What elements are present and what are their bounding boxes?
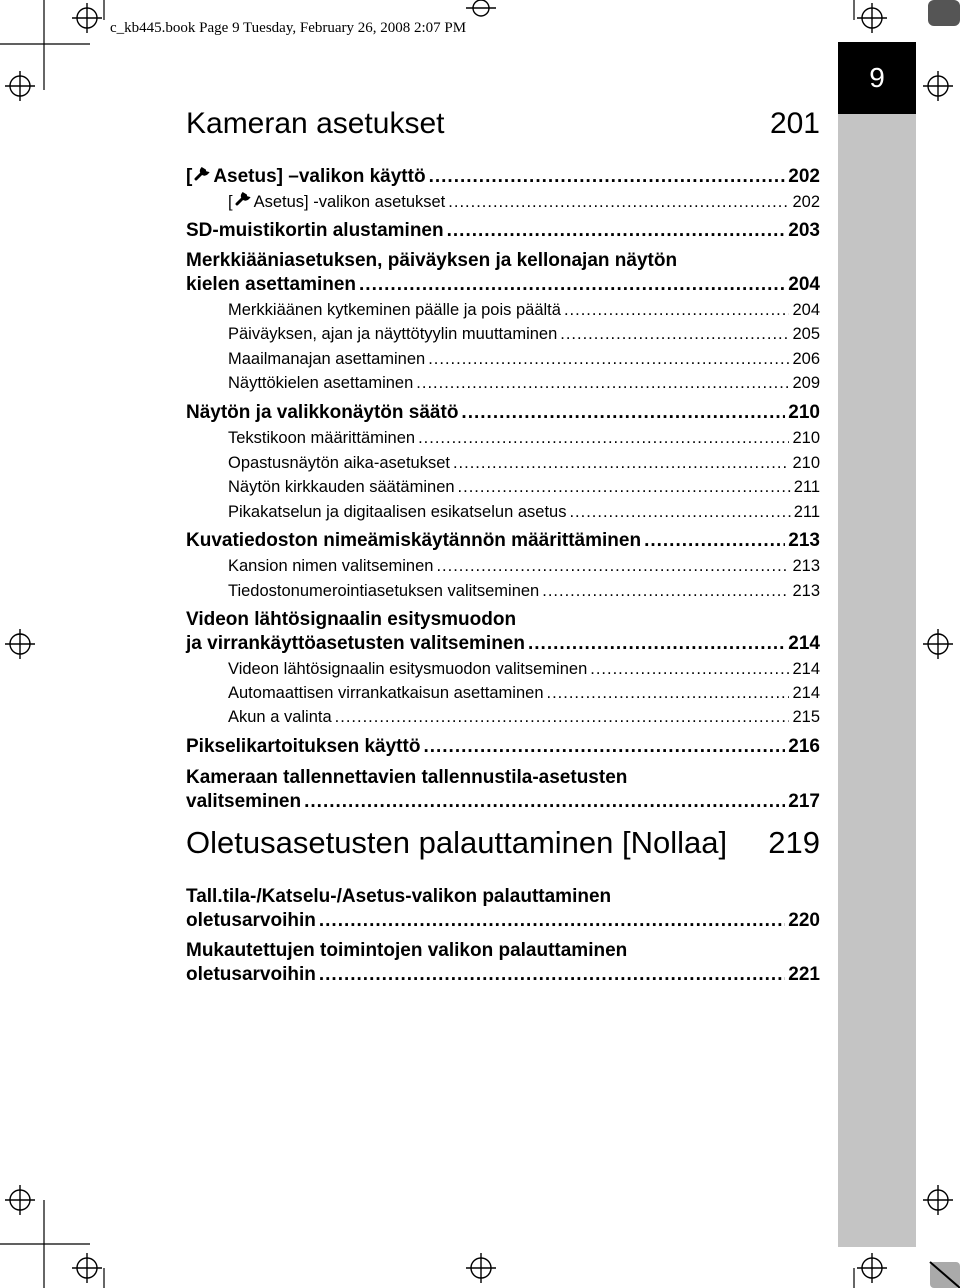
entry-title: Näytön ja valikkonäytön säätö [186, 402, 459, 423]
section-title: Kameran asetukset [186, 107, 445, 140]
entry-page: 206 [792, 350, 820, 368]
toc-entry[interactable] [186, 909, 820, 933]
entry-page: 204 [792, 301, 820, 319]
entry-page: 213 [792, 582, 820, 600]
entry-page: 214 [788, 633, 820, 654]
entry-page: 213 [792, 557, 820, 575]
registration-mark-left-lower [5, 1185, 35, 1215]
entry-title: Videon lähtösignaalin esitysmuodon valitseminen [228, 660, 588, 678]
section-title: Oletusasetusten palauttaminen [Nollaa] [186, 825, 728, 860]
toc-subentry[interactable] [228, 372, 820, 394]
registration-mark-top [72, 3, 102, 33]
entry-title-line[interactable]: Kameraan tallennettavien tallennustila-asetusten [186, 767, 628, 788]
entry-page: 210 [788, 402, 820, 423]
entry-page: 211 [793, 478, 820, 496]
toc-subentry[interactable]: [ Asetus] -valikon asetukset ..... 202 [228, 191, 820, 213]
registration-mark-bottom-center [466, 1253, 496, 1283]
entry-title: oletusarvoihin [186, 964, 316, 985]
entry-page: 211 [793, 503, 820, 521]
entry-page: 217 [788, 791, 820, 812]
toc-subentry[interactable] [228, 299, 820, 321]
entry-page: 204 [788, 274, 820, 295]
entry-page: 214 [792, 660, 820, 678]
section-page: 201 [769, 107, 820, 140]
entry-page: 216 [788, 736, 820, 757]
toc-subentry[interactable] [228, 452, 820, 474]
entry-title: Merkkiäänen kytkeminen päälle ja pois päältä [228, 301, 561, 319]
section-page: 219 [768, 825, 820, 860]
wrench-icon [194, 166, 210, 182]
entry-title: SD-muistikortin alustaminen [186, 220, 444, 241]
entry-title: Asetus] -valikon asetukset [253, 193, 446, 211]
toc-entry[interactable] [186, 963, 820, 987]
registration-mark-bottom [72, 1253, 102, 1283]
toc-subentry[interactable] [228, 427, 820, 449]
entry-title: Maailmanajan asettaminen [228, 350, 426, 368]
toc-entry[interactable]: [ Asetus] –valikon käyttö ..... 202 [186, 165, 820, 189]
toc-subentry[interactable] [228, 476, 820, 498]
color-swatch-bottom-right [930, 1262, 960, 1288]
entry-page: 221 [788, 964, 820, 985]
toc-entry[interactable] [186, 273, 820, 297]
entry-page: 203 [788, 220, 820, 241]
entry-title-line[interactable]: Videon lähtösignaalin esitysmuodon [186, 609, 517, 630]
toc-entry[interactable] [186, 401, 820, 425]
print-header: c_kb445.book Page 9 Tuesday, February 26, 2008 2:07 PM [110, 20, 467, 36]
toc-subentry[interactable] [228, 706, 820, 728]
entry-title: ja virrankäyttöasetusten valitseminen [186, 633, 525, 654]
entry-title: Akun a valinta [228, 708, 332, 726]
entry-title: Näyttökielen asettaminen [228, 374, 414, 392]
toc-subentry[interactable] [228, 348, 820, 370]
entry-title: kielen asettaminen [186, 274, 357, 295]
entry-title: Tekstikoon määrittäminen [228, 429, 416, 447]
color-swatch-top-right [928, 0, 960, 26]
entry-title: Asetus] –valikon käyttö [213, 166, 426, 187]
chapter-tab: 9 [838, 42, 916, 114]
toc-entry[interactable] [186, 735, 820, 759]
section-heading[interactable] [186, 825, 820, 861]
entry-title: Tiedostonumerointiasetuksen valitseminen [228, 582, 540, 600]
entry-title: Opastusnäytön aika-asetukset [228, 454, 450, 472]
entry-title-line[interactable]: Merkkiääniasetuksen, päiväyksen ja kellonajan näytön [186, 250, 678, 271]
toc-subentry[interactable] [228, 323, 820, 345]
registration-mark-right-lower [923, 1185, 953, 1215]
wrench-icon [235, 191, 251, 207]
registration-mark-left-upper [5, 71, 35, 101]
entry-title: Pikakatselun ja digitaalisen esikatselun asetus [228, 503, 567, 521]
registration-mark-top-center [466, 0, 496, 16]
toc-subentry[interactable] [228, 682, 820, 704]
section-heading[interactable] [186, 106, 820, 142]
entry-title: Kuvatiedoston nimeämiskäytännön määrittäminen [186, 530, 642, 551]
registration-mark-top-right [857, 3, 887, 33]
toc-entry[interactable] [186, 632, 820, 656]
toc-subentry[interactable] [228, 658, 820, 680]
entry-page: 214 [792, 684, 820, 702]
registration-mark-left-middle [5, 629, 35, 659]
entry-page: 209 [792, 374, 820, 392]
registration-mark-right-upper [923, 71, 953, 101]
entry-title: valitseminen [186, 791, 302, 812]
entry-page: 210 [792, 454, 820, 472]
entry-title: oletusarvoihin [186, 910, 316, 931]
registration-mark-bottom-right [857, 1253, 887, 1283]
entry-title: Pikselikartoituksen käyttö [186, 736, 421, 757]
entry-title-line[interactable]: Tall.tila-/Katselu-/Asetus-valikon palauttaminen [186, 886, 612, 907]
toc-entry[interactable] [186, 790, 820, 814]
entry-title-line[interactable]: Mukautettujen toimintojen valikon palauttaminen [186, 940, 628, 961]
entry-title: Automaattisen virrankatkaisun asettaminen [228, 684, 544, 702]
toc-entry[interactable] [186, 219, 820, 243]
entry-page: 202 [792, 193, 820, 211]
toc-subentry[interactable] [228, 580, 820, 602]
entry-page: 210 [792, 429, 820, 447]
entry-page: 220 [788, 910, 820, 931]
entry-title: Näytön kirkkauden säätäminen [228, 478, 455, 496]
toc-subentry[interactable] [228, 501, 820, 523]
entry-page: 202 [788, 166, 820, 187]
entry-page: 215 [792, 708, 820, 726]
toc-entry[interactable] [186, 529, 820, 553]
entry-title: Kansion nimen valitseminen [228, 557, 434, 575]
registration-mark-right-middle [923, 629, 953, 659]
entry-title: Päiväyksen, ajan ja näyttötyylin muuttaminen [228, 325, 558, 343]
entry-page: 213 [788, 530, 820, 551]
entry-page: 205 [792, 325, 820, 343]
toc-subentry[interactable] [228, 555, 820, 577]
